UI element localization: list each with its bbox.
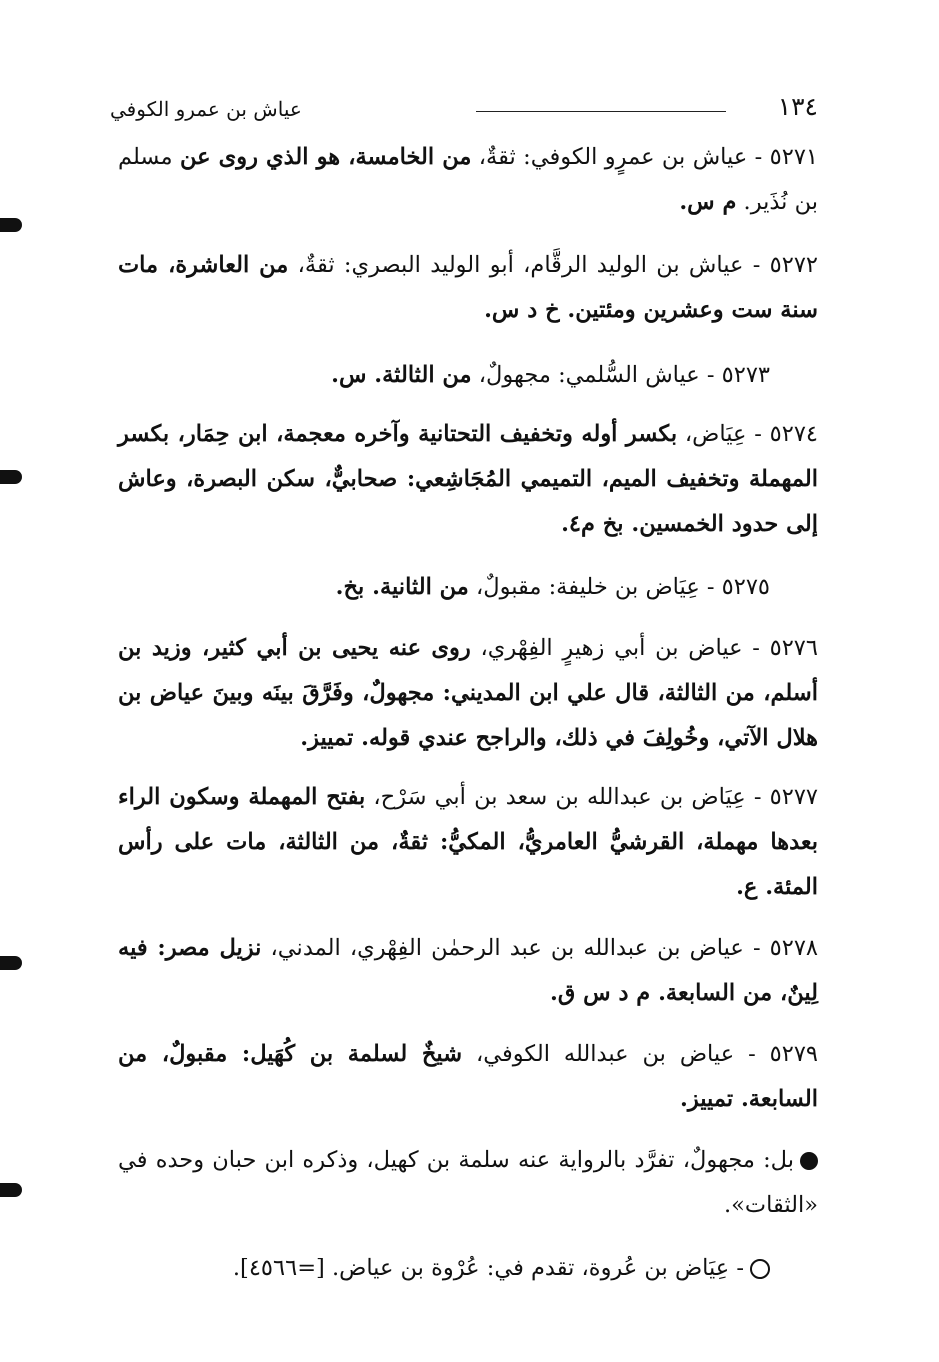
entry-symbols: ع. [736, 874, 766, 900]
entry-5276 [118, 626, 818, 761]
editor-note-text: بل: مجهولٌ، تفرَّد بالرواية عنه سلمة بن كهيل، وذكره ابن حبان وحده في «الثقات». [118, 1147, 818, 1218]
header-rule [476, 111, 726, 112]
entry-text: - عِيَاض بن عبدالله بن سعد بن أبي سَرْح، [365, 784, 770, 810]
entry-text: - عياش بن الوليد الرقَّام، أبو الوليد البصري: ثقةٌ، [288, 252, 770, 278]
editor-note [118, 1138, 818, 1228]
entry-bold-text: من العاشرة، مات سنة ست وعشرين ومئتين. [118, 252, 818, 323]
entry-symbols: تمييز. [300, 725, 362, 751]
entry-bold-text: من الثالثة. [374, 362, 472, 388]
entry-5271 [118, 135, 818, 225]
entry-symbols: بخ م٤. [561, 511, 632, 537]
entry-bold-text: نزيل مصر: فيه لِينٌ، من السابعة. [118, 935, 818, 1006]
entry-text: - عياض بن أبي زهيرٍ الفِهْري، [470, 635, 770, 661]
entry-text: - عياش بن عمرٍو الكوفي: ثقةٌ، [471, 144, 770, 170]
entry-bold-text: شيخٌ لسلمة بن كُهَيل: مقبولٌ، من السابعة. [118, 1041, 818, 1112]
scan-margin-mark [0, 470, 22, 484]
entry-symbols: خ د س. [484, 297, 568, 323]
entry-bold-text: من الخامسة، هو الذي روى عن [179, 144, 472, 170]
entry-number: ٥٢٧٤ [769, 421, 818, 447]
entry-text: - عِيَاض، [677, 421, 770, 447]
entry-number: ٥٢٧٩ [769, 1041, 818, 1067]
entry-number: ٥٢٧٦ [769, 635, 818, 661]
entry-number: ٥٢٧٣ [721, 362, 770, 388]
entry-number: ٥٢٧٨ [769, 935, 818, 961]
entry-number: ٥٢٧٥ [721, 574, 770, 600]
entry-5274 [118, 412, 818, 547]
page-number: ١٣٤ [777, 92, 818, 121]
entry-symbols: تمييز. [680, 1086, 741, 1112]
entry-bold-text: بكسر أوله وتخفيف التحتانية وآخره معجمة، ابن حِمَار، بكسر المهملة وتخفيف الميم، التميمي المُجَاشِعي: صحابيٌّ، سكن البصرة، وعاش إلى حدود الخمسين. [118, 421, 818, 537]
entry-symbols: م س. [679, 189, 737, 215]
entry-5273 [118, 353, 818, 398]
entry-5275 [118, 565, 818, 610]
scan-margin-mark [0, 956, 22, 970]
entry-number: ٥٢٧١ [769, 144, 818, 170]
cross-reference-text: - عِيَاض بن عُروة، تقدم في: عُرْوة بن عياض. [=٤٥٦٦]. [232, 1255, 744, 1281]
entry-number: ٥٢٧٧ [769, 784, 819, 810]
entry-text: مسلم بن نُذَير. [118, 144, 818, 215]
entry-text: - عياض بن عبدالله الكوفي، [462, 1041, 770, 1067]
entry-text: - عياض بن عبدالله بن عبد الرحمٰن الفِهْري، المدني، [261, 935, 770, 961]
running-title: عياش بن عمرو الكوفي [110, 97, 302, 121]
entry-5272 [118, 243, 818, 333]
entry-5279 [118, 1032, 818, 1122]
entry-text: - عِيَاض بن خليفة: مقبولٌ، [468, 574, 722, 600]
entry-bold-text: بفتح المهملة وسكون الراء بعدها مهملة، القرشيُّ العامريُّ، المكيُّ: ثقةٌ، من الثالثة، مات على رأس المئة. [118, 784, 818, 900]
filled-circle-icon [800, 1152, 818, 1170]
entry-symbols: بخ. [335, 574, 373, 600]
page-header [110, 92, 818, 126]
entry-5277 [118, 775, 818, 910]
entry-symbols: س. [331, 362, 375, 388]
entry-number: ٥٢٧٢ [769, 252, 818, 278]
open-circle-icon [750, 1259, 770, 1279]
cross-reference [118, 1246, 818, 1291]
page-body [118, 135, 818, 1291]
entry-symbols: م د س ق. [550, 980, 659, 1006]
scan-margin-mark [0, 1183, 22, 1197]
entry-5278 [118, 926, 818, 1016]
scan-margin-mark [0, 218, 22, 232]
entry-bold-text: روى عنه يحيى بن أبي كثير، وزيد بن أسلم، من الثالثة، قال علي ابن المديني: مجهولٌ، وفَرَّقَ بينَه وبينَ عياض بن هلال الآتي، وخُولِفَ في ذلك، والراجح عندي قوله. [118, 635, 818, 751]
entry-bold-text: من الثانية. [372, 574, 469, 600]
entry-text: - عياش السُّلمي: مجهولٌ، [471, 362, 722, 388]
